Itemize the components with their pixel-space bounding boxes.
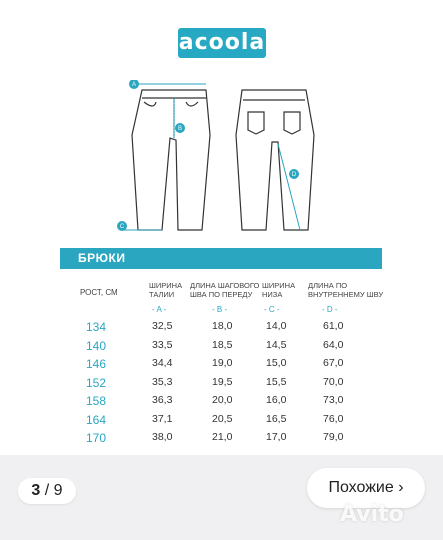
height-cell: 134 [86, 320, 107, 334]
height-cell: 140 [86, 338, 107, 353]
measure-cell: 16,0 [266, 394, 287, 406]
letter-c: - C - [264, 305, 280, 314]
measure-cell: 17,0 [266, 431, 287, 443]
measure-cell: 67,0 [323, 357, 344, 369]
table-row [0, 376, 443, 394]
header-front-rise: ДЛИНА ШАГОВОГО ШВА ПО ПЕРЕДУ [190, 281, 260, 299]
pants-diagram [110, 80, 340, 240]
measure-cell: 20,0 [212, 394, 233, 406]
measure-cell: 33,5 [152, 338, 173, 351]
measure-cell: 37,1 [152, 412, 173, 425]
marker-c: C [119, 224, 125, 230]
measure-cell: 61,0 [323, 320, 344, 332]
measure-cell: 35,3 [152, 375, 173, 388]
measure-cell: 19,0 [212, 357, 233, 369]
measure-cell: 73,0 [323, 394, 344, 406]
table-row [0, 394, 443, 412]
height-cell: 152 [86, 375, 107, 390]
measure-cell: 20,5 [212, 412, 233, 425]
table-row [0, 431, 443, 449]
measure-cell: 14,5 [266, 338, 287, 351]
measure-cell: 32,5 [152, 320, 173, 332]
marker-b: B [177, 126, 183, 132]
marker-d: D [291, 172, 297, 178]
measure-cell: 38,0 [152, 431, 173, 443]
letter-b: - B - [212, 305, 228, 314]
current-photo: 3 [31, 482, 41, 499]
height-cell: 146 [86, 357, 107, 371]
brand-logo: acoola [178, 28, 266, 58]
measure-cell: 21,0 [212, 431, 233, 443]
measure-cell: 64,0 [323, 338, 344, 351]
measure-cell: 15,5 [266, 375, 287, 388]
table-row [0, 320, 443, 338]
measure-cell: 19,5 [212, 375, 233, 388]
measure-cell: 18,5 [212, 338, 233, 351]
measure-cell: 34,4 [152, 357, 173, 369]
total-photos: 9 [53, 482, 63, 499]
height-cell: 164 [86, 412, 107, 427]
letter-a: - A - [152, 305, 167, 314]
marker-a: A [131, 82, 137, 88]
measure-cell: 14,0 [266, 320, 287, 332]
header-inseam: ДЛИНА ПО ВНУТРЕННЕМУ ШВУ [308, 281, 384, 299]
header-hem-width: ШИРИНА НИЗА [262, 281, 296, 299]
counter-separator: / [44, 482, 50, 499]
table-row [0, 413, 443, 431]
header-waist: ШИРИНА ТАЛИИ [149, 281, 183, 299]
header-height: РОСТ, СМ [80, 288, 118, 297]
table-title: БРЮКИ [78, 251, 126, 265]
measure-cell: 76,0 [323, 412, 344, 425]
table-row [0, 339, 443, 357]
table-row [0, 357, 443, 375]
photo-counter [18, 478, 76, 504]
letter-d: - D - [322, 305, 338, 314]
measure-cell: 36,3 [152, 394, 173, 406]
measure-cell: 70,0 [323, 375, 344, 388]
measure-cell: 16,5 [266, 412, 287, 425]
measure-cell: 18,0 [212, 320, 233, 332]
height-cell: 170 [86, 431, 107, 445]
similar-button[interactable]: Похожие › [307, 468, 425, 508]
measure-cell: 79,0 [323, 431, 344, 443]
height-cell: 158 [86, 394, 107, 408]
measure-cell: 15,0 [266, 357, 287, 369]
avito-watermark: Avito [340, 502, 404, 527]
table-title-banner [60, 248, 382, 269]
